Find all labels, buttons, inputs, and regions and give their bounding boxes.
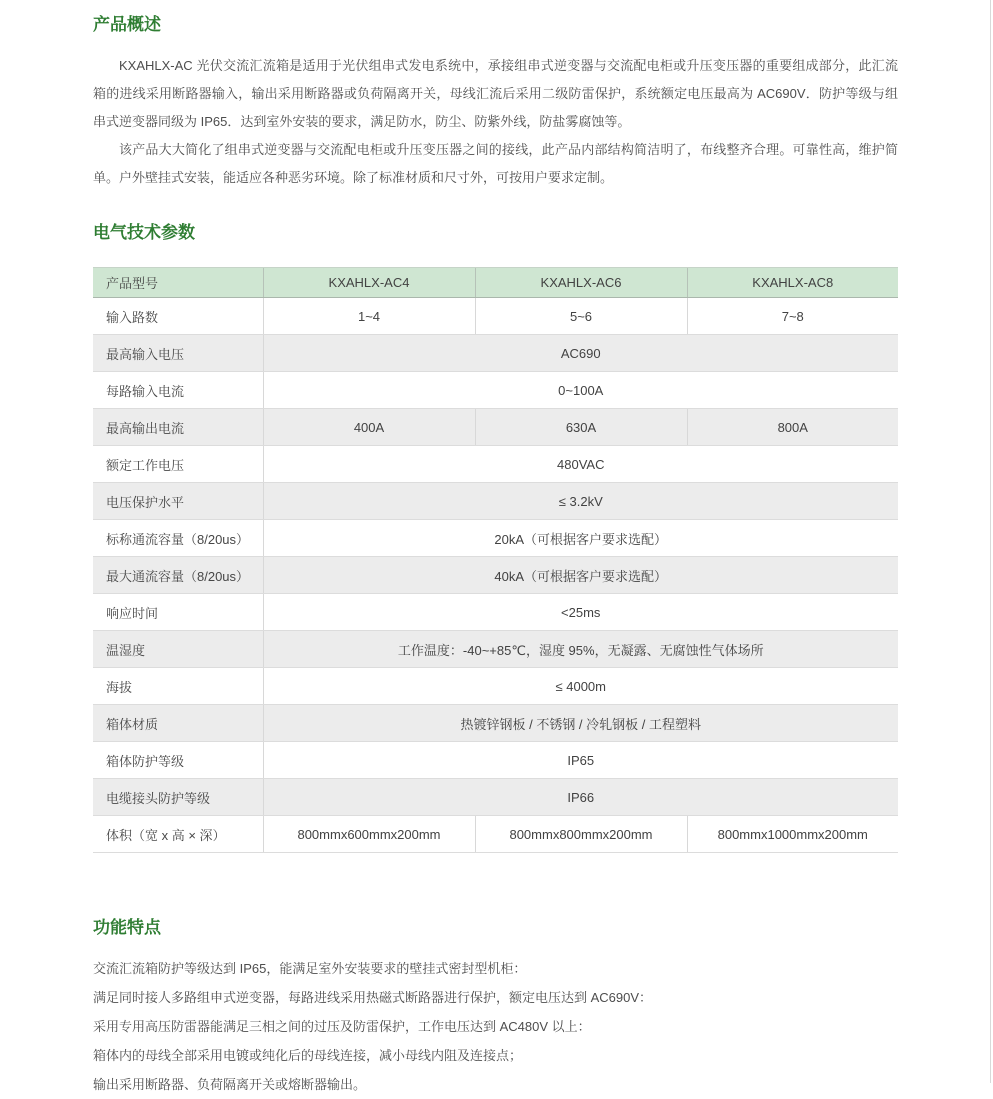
table-row: [93, 372, 898, 409]
page-right-border: [990, 0, 991, 1083]
spec-label: 箱体材质: [93, 705, 263, 742]
spec-value: ≤ 3.2kV: [263, 483, 898, 520]
spec-label: 电缆接头防护等级: [93, 779, 263, 816]
spec-label: 输入路数: [93, 298, 263, 335]
spec-label: 温湿度: [93, 631, 263, 668]
table-row: [93, 557, 898, 594]
spec-value: 800mmx1000mmx200mm: [687, 816, 898, 853]
spec-value: 工作温度：-40~+85℃，湿度 95%，无凝露、无腐蚀性气体场所: [263, 631, 898, 668]
spec-label: 海拔: [93, 668, 263, 705]
table-row: [93, 742, 898, 779]
spec-value: 1~4: [263, 298, 475, 335]
table-row: [93, 816, 898, 853]
list-item: 交流汇流箱防护等级达到 IP65，能满足室外安装要求的壁挂式密封型机柜：: [93, 961, 527, 976]
table-row: [93, 520, 898, 557]
table-row: [93, 705, 898, 742]
spec-value: 630A: [475, 409, 687, 446]
spec-value: 0~100A: [263, 372, 898, 409]
header-model-ac4: KXAHLX-AC4: [263, 268, 475, 298]
spec-value: 800mmx600mmx200mm: [263, 816, 475, 853]
spec-value: 800A: [687, 409, 898, 446]
spec-value: 热镀锌钢板 / 不锈钢 / 冷轧钢板 / 工程塑料: [263, 705, 898, 742]
spec-label: 体积（宽 x 高 × 深）: [93, 816, 263, 853]
spec-label: 最高输出电流: [93, 409, 263, 446]
table-row: [93, 335, 898, 372]
spec-value: IP65: [263, 742, 898, 779]
spec-value: 40kA（可根据客户要求选配）: [263, 557, 898, 594]
table-row: [93, 668, 898, 705]
spec-label: 最高输入电压: [93, 335, 263, 372]
spec-value: 480VAC: [263, 446, 898, 483]
spec-value: 5~6: [475, 298, 687, 335]
overview-heading: 产品概述: [93, 15, 161, 34]
header-model-ac8: KXAHLX-AC8: [687, 268, 898, 298]
table-row: [93, 483, 898, 520]
spec-value: 400A: [263, 409, 475, 446]
section-electrical-parameters: [93, 222, 898, 853]
spec-label: 最大通流容量（8/20us）: [93, 557, 263, 594]
table-header-row: [93, 268, 898, 298]
spec-value: ≤ 4000m: [263, 668, 898, 705]
table-row: [93, 446, 898, 483]
section-features: [93, 917, 898, 1099]
table-row: [93, 409, 898, 446]
section-product-overview: [93, 14, 898, 192]
spec-label: 每路输入电流: [93, 372, 263, 409]
spec-label: 电压保护水平: [93, 483, 263, 520]
features-list: [93, 954, 898, 1099]
spec-value: 20kA（可根据客户要求选配）: [263, 520, 898, 557]
spec-label: 箱体防护等级: [93, 742, 263, 779]
spec-table: [93, 267, 898, 853]
header-model-ac6: KXAHLX-AC6: [475, 268, 687, 298]
list-item: 输出采用断路器、负荷隔离开关或熔断器输出。: [93, 1077, 367, 1092]
table-row: [93, 779, 898, 816]
spec-value: AC690: [263, 335, 898, 372]
spec-value: 7~8: [687, 298, 898, 335]
parameters-heading: 电气技术参数: [93, 223, 195, 242]
features-heading: 功能特点: [93, 918, 161, 937]
list-item: 箱体内的母线全部采用电镀或纯化后的母线连接，减小母线内阻及连接点；: [93, 1048, 523, 1063]
overview-paragraph-2: 该产品大大简化了组串式逆变器与交流配电柜或升压变压器之间的接线，此产品内部结构简洁明了，布线整齐合理。可靠性高，维护简单。户外壁挂式安装，能适应各种恶劣环境。除了标准材质和尺寸外，可按用户要求定制。: [93, 142, 898, 185]
list-item: 采用专用高压防雷器能满足三相之间的过压及防雷保护，工作电压达到 AC480V 以上：: [93, 1019, 591, 1034]
table-row: [93, 631, 898, 668]
spec-value: IP66: [263, 779, 898, 816]
spec-value: <25ms: [263, 594, 898, 631]
spec-label: 标称通流容量（8/20us）: [93, 520, 263, 557]
header-product-model: 产品型号: [93, 268, 263, 298]
table-row: [93, 298, 898, 335]
spec-value: 800mmx800mmx200mm: [475, 816, 687, 853]
spec-label: 响应时间: [93, 594, 263, 631]
spec-label: 额定工作电压: [93, 446, 263, 483]
list-item: 满足同时接人多路组申式逆变器，每路进线采用热磁式断路器进行保护，额定电压达到 AC690V：: [93, 990, 653, 1005]
table-row: [93, 594, 898, 631]
overview-paragraph-1: KXAHLX-AC 光伏交流汇流箱是适用于光伏组串式发电系统中，承接组串式逆变器与交流配电柜或升压变压器的重要组成部分，此汇流箱的进线采用断路器输入，输出采用断路器或负荷隔离开关，母线汇流后采用二级防雷保护，系统额定电压最高为 AC690V．防护等级与组串式逆变器同级为 IP65．达到室外安装的要求，满足防水，防尘、防紫外线，防盐雾腐蚀等。: [93, 58, 898, 129]
